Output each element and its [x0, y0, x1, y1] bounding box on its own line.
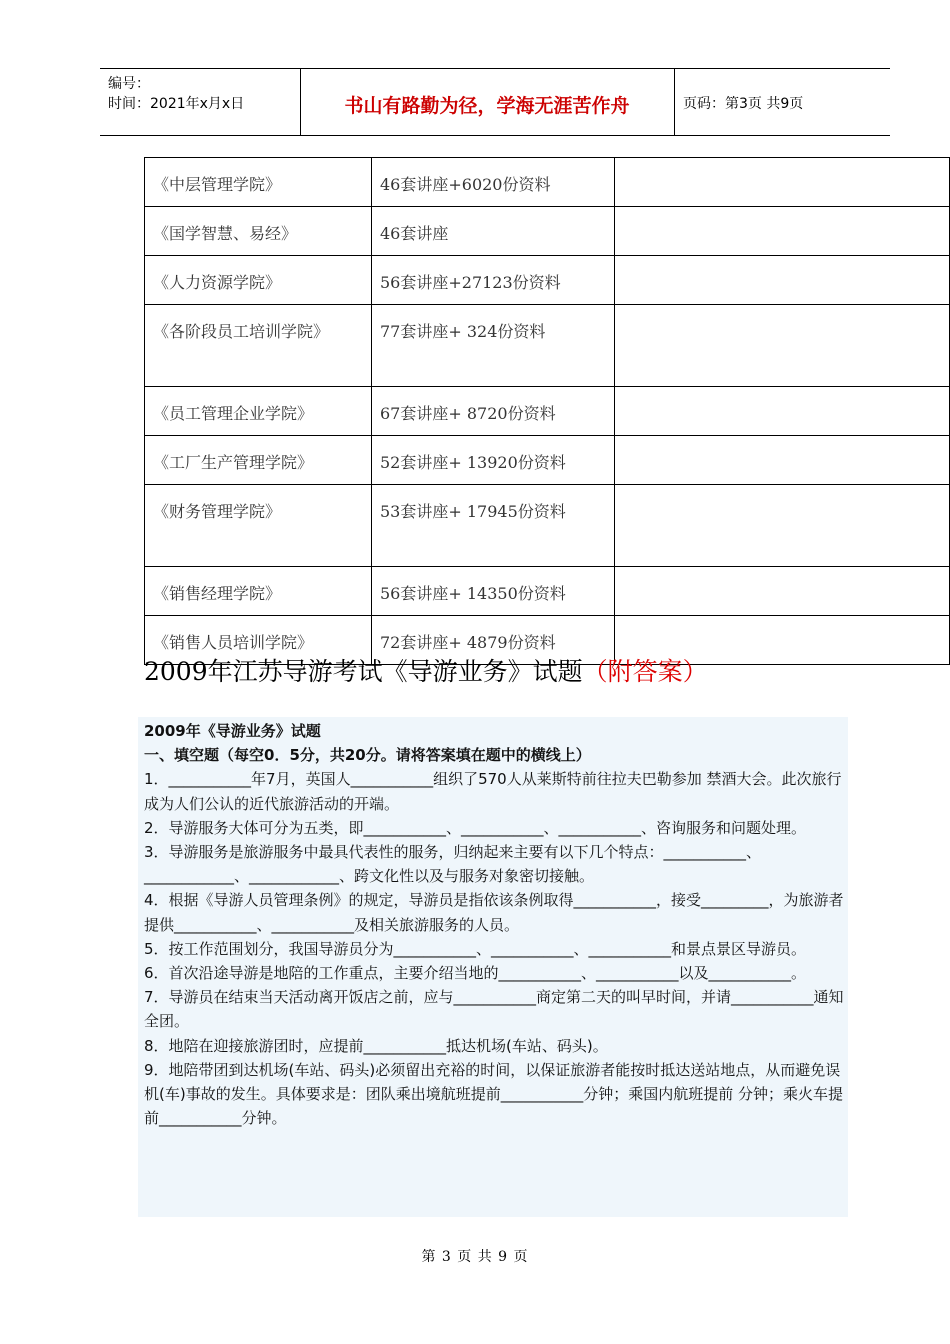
- table-row: [145, 436, 950, 485]
- question-item: 3．导游服务是旅游服务中最具代表性的服务，归纳起来主要有以下几个特点：___________、____________、____________、跨文化性以及与服务对象密切接触。: [144, 843, 762, 886]
- time-label: 时间：2021年x月x日: [108, 96, 245, 112]
- table-cell: [615, 256, 950, 305]
- table-cell: 《中层管理学院》: [145, 158, 372, 207]
- table-row: [145, 387, 950, 436]
- exam-subtitle: 2009年《导游业务》试题: [144, 722, 321, 740]
- table-cell: [615, 485, 950, 567]
- table-cell: 《员工管理企业学院》: [145, 387, 372, 436]
- table-cell: 67套讲座+ 8720份资料: [372, 387, 615, 436]
- table-cell: [615, 387, 950, 436]
- question-item: 5．按工作范围划分，我国导游员分为___________、___________、___________和景点景区导游员。: [144, 939, 807, 958]
- table-cell: 72套讲座+ 4879份资料: [372, 616, 615, 665]
- header-motto: 书山有路勤为径，学海无涯苦作舟: [344, 95, 630, 117]
- table-cell: 《财务管理学院》: [145, 485, 372, 567]
- exam-content: [138, 717, 848, 1217]
- question-item: 7．导游员在结束当天活动离开饭店之前，应与___________商定第二天的叫早时间，并请___________通知全团。: [144, 988, 844, 1031]
- title-main: 2009年江苏导游考试《导游业务》试题: [144, 657, 583, 686]
- table-cell: [615, 207, 950, 256]
- cell-text: 《各阶段员工培训学院》: [153, 322, 330, 341]
- page-label: 页码：第3页 共9页: [683, 96, 804, 112]
- title-answer-note: （附答案）: [582, 657, 708, 686]
- table-row: [145, 207, 950, 256]
- question-item: 8．地陪在迎接旅游团时，应提前___________抵达机场(车站、码头)。: [144, 1036, 608, 1055]
- number-label: 编号：: [108, 76, 150, 92]
- table-row: [145, 567, 950, 616]
- table-row: [145, 158, 950, 207]
- table-cell: 52套讲座+ 13920份资料: [372, 436, 615, 485]
- table-cell: 77套讲座+ 324份资料: [372, 305, 615, 387]
- table-cell: 46套讲座: [372, 207, 615, 256]
- page-footer: 第 3 页 共 9 页: [421, 1249, 529, 1265]
- table-cell: 《销售人员培训学院》: [145, 616, 372, 665]
- question-item: 4．根据《导游人员管理条例》的规定，导游员是指依该条例取得___________，接受_________，为旅游者提供___________、___________及相关旅游服务的人员。: [144, 891, 844, 934]
- table-cell: 《国学智慧、易经》: [145, 207, 372, 256]
- question-item: 6．首次沿途导游是地陪的工作重点，主要介绍当地的___________、___________以及___________。: [144, 964, 807, 983]
- table-cell: [615, 436, 950, 485]
- question-item: 2．导游服务大体可分为五类，即___________、___________、___________、咨询服务和问题处理。: [144, 818, 807, 837]
- table-row: [145, 305, 950, 387]
- table-cell: [145, 305, 372, 387]
- table-cell: 《人力资源学院》: [145, 256, 372, 305]
- table-cell: 56套讲座+27123份资料: [372, 256, 615, 305]
- header-page-cell: [674, 69, 891, 135]
- header-meta-cell: [100, 69, 301, 135]
- resource-table: [144, 157, 950, 665]
- table-cell: [615, 305, 950, 387]
- table-cell: 46套讲座+6020份资料: [372, 158, 615, 207]
- table-cell: [372, 485, 615, 567]
- cell-text: 53套讲座+ 17945份资料: [380, 502, 566, 521]
- table-cell: 《销售经理学院》: [145, 567, 372, 616]
- table-cell: [615, 567, 950, 616]
- document-title: [144, 652, 708, 688]
- question-item: 1．___________年7月，英国人___________组织了570人从莱斯特前往拉夫巴勒参加 禁酒大会。此次旅行成为人们公认的近代旅游活动的开端。: [144, 770, 842, 813]
- table-cell: 56套讲座+ 14350份资料: [372, 567, 615, 616]
- table-cell: 《工厂生产管理学院》: [145, 436, 372, 485]
- table-row: [145, 485, 950, 567]
- table-row: [145, 256, 950, 305]
- table-cell: [615, 158, 950, 207]
- section-heading: 一、填空题（每空0．5分，共20分。请将答案填在题中的横线上）: [144, 746, 591, 765]
- page-header: [100, 68, 890, 136]
- question-item: 9．地陪带团到达机场(车站、码头)必须留出充裕的时间，以保证旅游者能按时抵达送站地点，从而避免误机(车)事故的发生。具体要求是：团队乘出境航班提前___________分钟；乘国内航班提前 分钟；乘火车提前___________分钟。: [144, 1060, 843, 1128]
